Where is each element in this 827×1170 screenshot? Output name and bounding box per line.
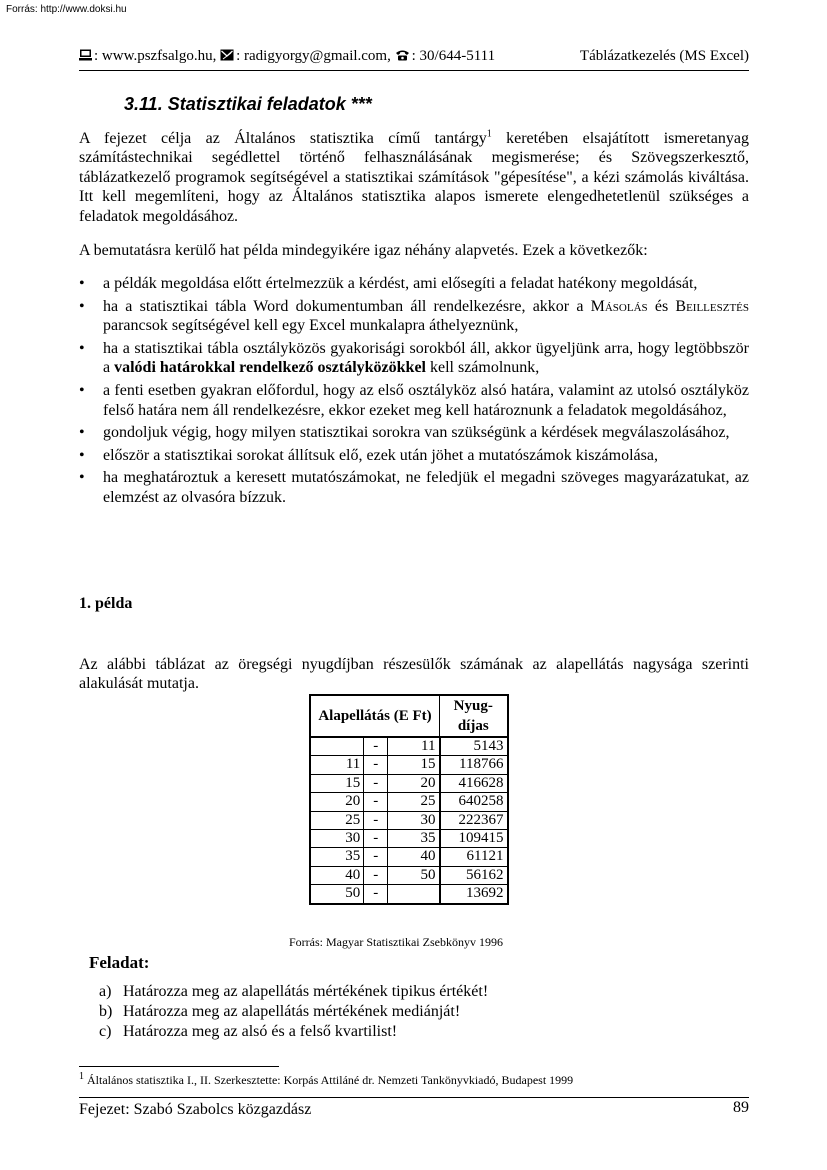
source-note: Forrás: http://www.doksi.hu [6,4,127,15]
list-item [79,381,749,420]
cell-value: 13692 [440,885,508,904]
cell-to: 25 [388,793,440,811]
mail-icon [220,49,234,66]
bullet-text: ha meghatároztuk a keresett mutatószámokat, ne feledjük el megadni szöveges magyarázatukat, az elemzést az olvasóra bízzuk. [103,469,749,506]
footer-divider [79,1097,749,1098]
cell-dash: - [364,737,388,756]
cell-value: 61121 [440,848,508,866]
computer-icon [79,49,92,66]
cell-to [388,885,440,904]
list-item [99,982,488,1002]
bullet-text: először a statisztikai sorokat állítsuk elő, ezek után jöhet a mutatószámok kiszámolása, [103,446,658,464]
cell-dash: - [364,830,388,848]
cell-to: 15 [388,756,440,774]
cell-dash: - [364,811,388,829]
bullet-icon: • [79,424,85,442]
bullet-icon: • [79,297,85,315]
cell-from: 11 [310,756,364,774]
cell-to: 30 [388,811,440,829]
cell-from: 25 [310,811,364,829]
cell-to: 50 [388,866,440,884]
bullet-text: a példák megoldása előtt értelmezzük a kérdést, ami elősegíti a feladat hatékony megoldását, [103,275,698,292]
header-email: : radigyorgy@gmail.com, [236,48,391,64]
table-row [310,737,508,756]
cell-value: 416628 [440,774,508,792]
cell-from: 40 [310,866,364,884]
table-row [310,885,508,904]
header-title: Táblázatkezelés (MS Excel) [579,48,749,64]
task-label: c) [99,1023,112,1040]
cell-from: 35 [310,848,364,866]
example-paragraph: Az alábbi táblázat az öregségi nyugdíjban részesülők számának az alapellátás nagysága szerinti alakulását mutatja. [79,656,749,693]
cell-dash: - [364,756,388,774]
task-text: Határozza meg az alapellátás mértékének tipikus értékét! [123,983,489,1000]
bullet-text: kell számolnunk, [425,359,540,377]
table-body [310,737,508,904]
header-contact [79,48,495,66]
table-source: Forrás: Magyar Statisztikai Zsebkönyv 1996 [289,935,503,949]
phone-icon [395,49,410,66]
cell-value: 222367 [440,811,508,829]
cell-to: 20 [388,774,440,792]
task-title: Feladat: [89,953,150,972]
bullet-text: ha a statisztikai tábla Word dokumentumban áll rendelkezésre, akkor a [103,297,591,315]
footnote-ref: 1 [486,128,492,140]
intro-part2: keretében elsajátított ismeretanyag számítástechnikai segédlettel történő felhasználásának megismerése; és Szövegszerkesztő, táblázatkezelő programok segítségével a statisztikai számítások "gépesítése", a kézi számolás kiváltása. Itt kell megemlíteni, hogy az Általános statisztika alapos ismerete elengedhetetlenül szükséges a feladatok megoldásához. [79,130,749,225]
footer-author: Fejezet: Szabó Szabolcs közgazdász [79,1101,312,1118]
cell-from: 50 [310,885,364,904]
list-item [79,339,749,378]
table-row [310,774,508,792]
cell-from [310,737,364,756]
task-text: Határozza meg az alsó és a felső kvartilist! [123,1023,398,1040]
table-row [310,793,508,811]
bullet-icon: • [79,446,85,464]
cell-value: 5143 [440,737,508,756]
cell-value: 118766 [440,756,508,774]
bullet-list [79,274,749,511]
bullet-text: a fenti esetben gyakran előfordul, hogy az első osztályköz alsó határa, valamint az utolsó osztályköz felső határa nem áll rendelkezésre, ekkor ezeket meg kell határoznunk a feladatok megoldásához, [103,381,749,419]
cell-dash: - [364,774,388,792]
bullet-icon: • [79,469,85,487]
bullet-icon: • [79,381,85,399]
cell-to: 40 [388,848,440,866]
table-header-row [310,695,508,737]
table-row [310,830,508,848]
task-list [99,982,488,1042]
cell-to: 11 [388,737,440,756]
cell-value: 109415 [440,830,508,848]
intro-paragraph [79,129,749,226]
footnote-text: Általános statisztika I., II. Szerkesztette: Korpás Attiláné dr. Nemzeti Tankönyvkiadó, Budapest 1999 [84,1073,574,1087]
footnote [79,1073,573,1088]
pension-table [309,694,509,905]
bullet-text: parancsok segítségével kell egy Excel munkalapra áthelyeznünk, [103,317,519,335]
bullet-text: ha a statisztikai tábla osztályközös gyakorisági sorokból áll, akkor ügyeljünk arra, hogy legtöbbször a [103,339,749,377]
bullet-icon: • [79,339,85,357]
cell-dash: - [364,793,388,811]
cell-from: 30 [310,830,364,848]
command-name: Másolás [590,297,648,315]
task-text: Határozza meg az alapellátás mértékének mediánját! [123,1003,461,1020]
task-label: a) [99,983,112,1000]
bullet-icon: • [79,275,85,292]
cell-from: 15 [310,774,364,792]
command-name: Beillesztés [675,297,750,315]
table-row [310,756,508,774]
col-header-alapellatas: Alapellátás (E Ft) [310,695,440,737]
footnote-mark: 1 [79,1071,84,1082]
page-number: 89 [733,1099,749,1116]
list-item [79,446,749,466]
list-item [79,274,749,294]
list-item [79,468,749,507]
cell-dash: - [364,885,388,904]
page-header [79,48,749,71]
col-header-nyugdijas: Nyug-díjas [440,695,508,737]
bullet-text: és [647,297,676,315]
task-label: b) [99,1003,113,1020]
list-item [79,423,749,443]
cell-value: 56162 [440,866,508,884]
header-website: : www.pszfsalgo.hu, [94,48,217,64]
lead-paragraph: A bemutatásra kerülő hat példa mindegyikére igaz néhány alapvetés. Ezek a következők: [79,242,648,259]
list-item [99,1022,488,1042]
section-title: 3.11. Statisztikai feladatok *** [124,94,372,114]
table-row [310,848,508,866]
cell-dash: - [364,866,388,884]
list-item [79,297,749,336]
cell-value: 640258 [440,793,508,811]
table-row [310,811,508,829]
intro-part1: A fejezet célja az Általános statisztika című tantárgy [79,130,487,147]
bold-phrase: valódi határokkal rendelkező osztályközökkel [114,359,426,377]
list-item [99,1002,488,1022]
table-row [310,866,508,884]
cell-to: 35 [388,830,440,848]
footnote-divider [79,1066,279,1067]
example-title: 1. példa [79,595,133,612]
cell-from: 20 [310,793,364,811]
cell-dash: - [364,848,388,866]
header-phone: : 30/644-5111 [411,48,496,64]
bullet-text: gondoljuk végig, hogy milyen statisztikai sorokra van szükségünk a kérdések megválaszolásához, [103,424,730,442]
